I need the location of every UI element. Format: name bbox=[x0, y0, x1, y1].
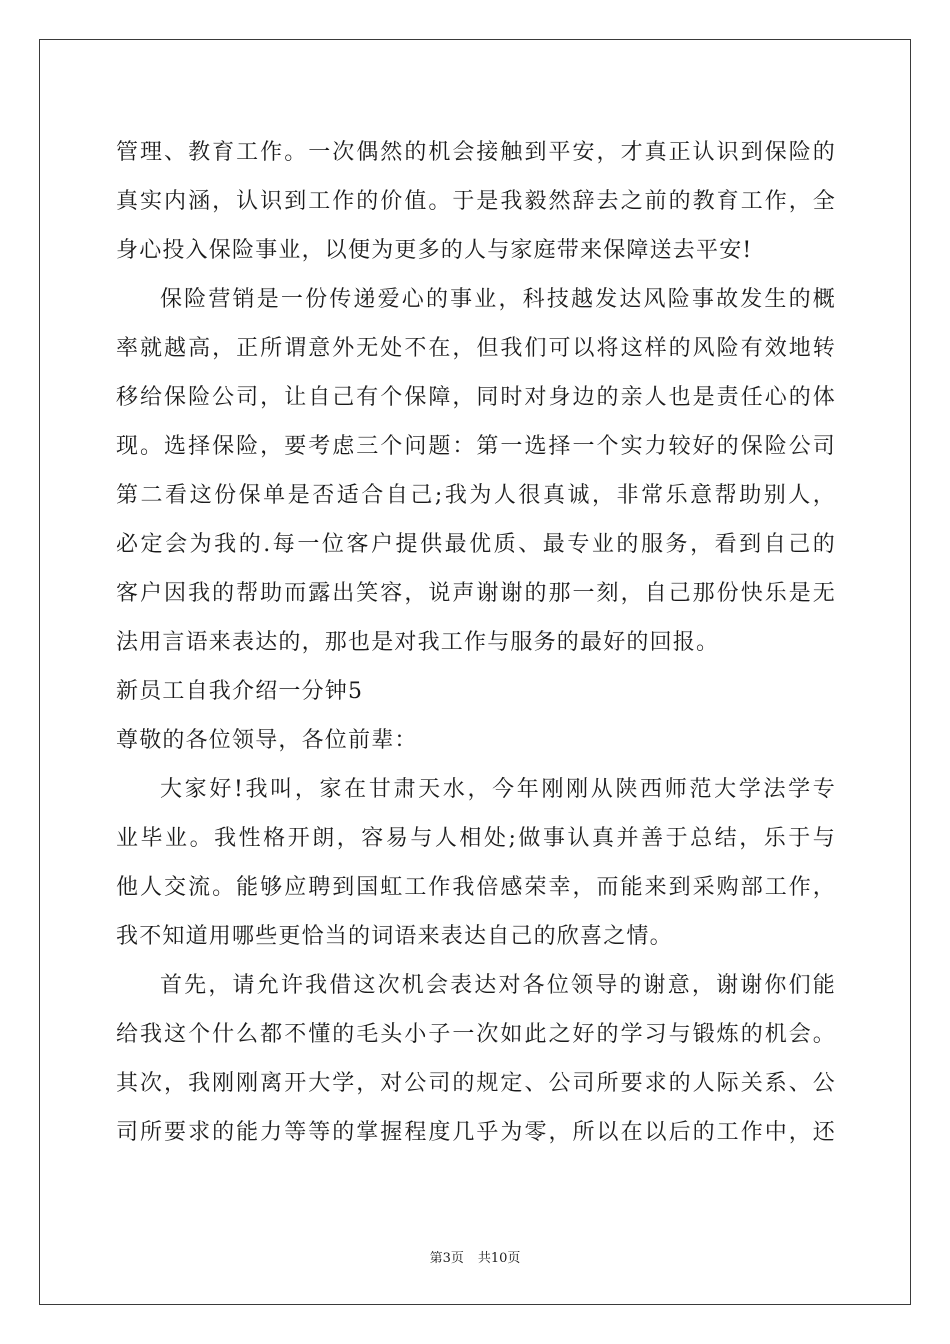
text-line: 必定会为我的.每一位客户提供最优质、最专业的服务，看到自己的 bbox=[116, 532, 836, 557]
text-line: 身心投入保险事业，以便为更多的人与家庭带来保障送去平安! bbox=[116, 238, 753, 263]
text-line: 其次，我刚刚离开大学，对公司的规定、公司所要求的人际关系、公 bbox=[116, 1071, 836, 1096]
text-line: 我不知道用哪些更恰当的词语来表达自己的欣喜之情。 bbox=[116, 924, 673, 949]
text-line: 管理、教育工作。一次偶然的机会接触到平安，才真正认识到保险的 bbox=[116, 140, 836, 165]
text-line: 第二看这份保单是否适合自己;我为人很真诚，非常乐意帮助别人， bbox=[116, 483, 836, 508]
page-total: 共10页 bbox=[477, 1251, 521, 1266]
text-line: 司所要求的能力等等的掌握程度几乎为零，所以在以后的工作中，还 bbox=[116, 1120, 836, 1145]
text-line: 现。选择保险，要考虑三个问题：第一选择一个实力较好的保险公司 bbox=[116, 434, 836, 459]
page-footer bbox=[0, 1247, 950, 1266]
text-line: 真实内涵，认识到工作的价值。于是我毅然辞去之前的教育工作，全 bbox=[116, 189, 836, 214]
text-line: 客户因我的帮助而露出笑容，说声谢谢的那一刻，自己那份快乐是无 bbox=[116, 581, 836, 606]
text-line: 法用言语来表达的，那也是对我工作与服务的最好的回报。 bbox=[116, 630, 720, 655]
text-line: 保险营销是一份传递爱心的事业，科技越发达风险事故发生的概 bbox=[160, 287, 836, 312]
text-line: 业毕业。我性格开朗，容易与人相处;做事认真并善于总结，乐于与 bbox=[116, 826, 836, 851]
text-line: 给我这个什么都不懂的毛头小子一次如此之好的学习与锻炼的机会。 bbox=[116, 1022, 836, 1047]
text-line: 首先，请允许我借这次机会表达对各位领导的谢意，谢谢你们能 bbox=[160, 973, 836, 998]
document-body bbox=[116, 128, 836, 1157]
page-number: 第3页 bbox=[429, 1251, 464, 1266]
text-line: 他人交流。能够应聘到国虹工作我倍感荣幸，而能来到采购部工作， bbox=[116, 875, 836, 900]
salutation: 尊敬的各位领导，各位前辈： bbox=[116, 728, 418, 753]
text-line: 率就越高，正所谓意外无处不在，但我们可以将这样的风险有效地转 bbox=[116, 336, 836, 361]
section-heading: 新员工自我介绍一分钟5 bbox=[116, 679, 364, 704]
text-line: 移给保险公司，让自己有个保障，同时对身边的亲人也是责任心的体 bbox=[116, 385, 836, 410]
text-line: 大家好!我叫，家在甘肃天水，今年刚刚从陕西师范大学法学专 bbox=[160, 777, 836, 802]
